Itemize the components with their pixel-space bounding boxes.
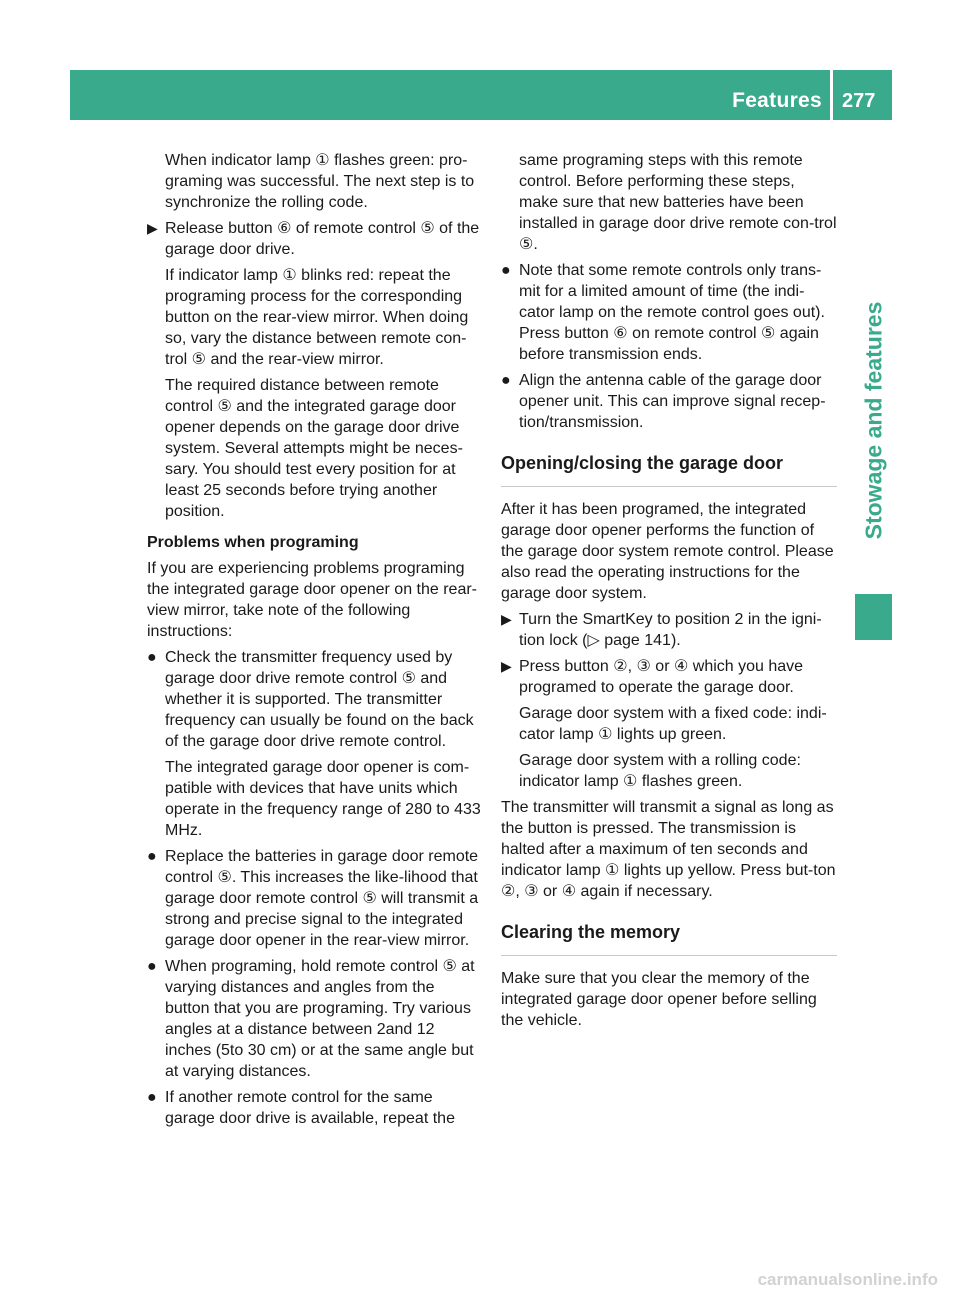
bullet-icon: ● [501,372,511,389]
step-text: Press button ②, ③ or ④ which you have programed to operate the garage door. [519,658,804,696]
bullet-icon: ● [147,958,157,975]
step-text: Release button ⑥ of remote control ⑤ of the garage door drive. [165,220,480,258]
section-heading: Opening/closing the garage door [501,453,837,487]
bullet-icon: ● [147,848,157,865]
bullet-item [501,260,837,365]
instruction-step [147,218,483,260]
paragraph: The integrated garage door opener is com-patible with devices that have units which operate in the frequency range of 280 to 433 MHz. [165,759,481,839]
bullet-item [501,370,837,433]
subheading: Problems when programing [147,534,359,551]
paragraph: Make sure that you clear the memory of the integrated garage door opener before selling the vehicle. [501,970,817,1029]
paragraph: The required distance between remote control ⑤ and the integrated garage door opener depends on the garage door drive system. Several attempts might be neces-sary. You should test every position for at least 25 seconds before trying another position. [165,377,463,520]
step-arrow-icon: ▶ [501,611,512,627]
step-arrow-icon: ▶ [501,658,512,674]
section-title: Features [732,89,822,112]
footer-watermark: carmanualsonline.info [757,1270,938,1289]
page-number: 277 [842,90,876,112]
left-column [147,150,483,1134]
section-heading: Clearing the memory [501,922,837,956]
paragraph: If indicator lamp ① blinks red: repeat the programing process for the corresponding button on the rear-view mirror. When doing so, vary the distance between remote con-trol ⑤ and the rear-view mirror. [165,267,469,368]
bullet-icon: ● [501,262,511,279]
bullet-text: Check the transmitter frequency used by garage door drive remote control ⑤ and whether it is supported. The transmitter frequency can usually be found on the back of the garage door drive remote control. [165,649,474,750]
instruction-step [501,656,837,698]
bullet-icon: ● [147,1089,157,1106]
bullet-text: If another remote control for the same garage door drive is available, repeat the [165,1089,455,1127]
bullet-text: Replace the batteries in garage door remote control ⑤. This increases the like-lihood that garage door remote control ⑤ will transmit a strong and precise signal to the integrated garage door opener in the rear-view mirror. [165,848,479,949]
bullet-item [147,1087,483,1129]
paragraph: When indicator lamp ① flashes green: pro-graming was successful. The next step is to synchronize the rolling code. [165,152,475,211]
paragraph: The transmitter will transmit a signal as long as the button is pressed. The transmission is halted after a maximum of ten seconds and indicator lamp ① lights up yellow. Press but-ton ②, ③ or ④ again if necessary. [501,799,836,900]
right-column [501,150,837,1036]
bullet-item [147,647,483,752]
step-text: Turn the SmartKey to position 2 in the igni-tion lock (▷ page 141). [519,611,822,649]
side-tab-label: Stowage and features [860,301,887,539]
bullet-item [147,846,483,951]
paragraph: After it has been programed, the integrated garage door opener performs the function of the garage door system remote control. Please also read the operating instructions for the garage door system. [501,501,834,602]
paragraph: If you are experiencing problems programing the integrated garage door opener on the rear-view mirror, take note of the following instructions: [147,560,478,640]
step-arrow-icon: ▶ [147,220,158,236]
bullet-text: Align the antenna cable of the garage door opener unit. This can improve signal recep-tion/transmission. [519,372,826,431]
header-divider [830,70,833,120]
side-tab [855,250,892,590]
bullet-icon: ● [147,649,157,666]
bullet-item [147,956,483,1082]
bullet-text: Note that some remote controls only trans-mit for a limited amount of time (the indi-cator lamp on the remote control goes out). Press button ⑥ on remote control ⑤ again before transmission ends. [519,262,825,363]
side-tab-block [855,594,892,640]
instruction-step [501,609,837,651]
paragraph: Garage door system with a fixed code: indi-cator lamp ① lights up green. [519,705,827,743]
bullet-text: When programing, hold remote control ⑤ at varying distances and angles from the button that you are programing. Try various angles at a distance between 2and 12 inches (5to 30 cm) or at the same angle but at varying distances. [165,958,475,1080]
paragraph: Garage door system with a rolling code: indicator lamp ① flashes green. [519,752,801,790]
paragraph: same programing steps with this remote control. Before performing these steps, make sure that new batteries have been installed in garage door drive remote con-trol ⑤. [519,152,837,253]
